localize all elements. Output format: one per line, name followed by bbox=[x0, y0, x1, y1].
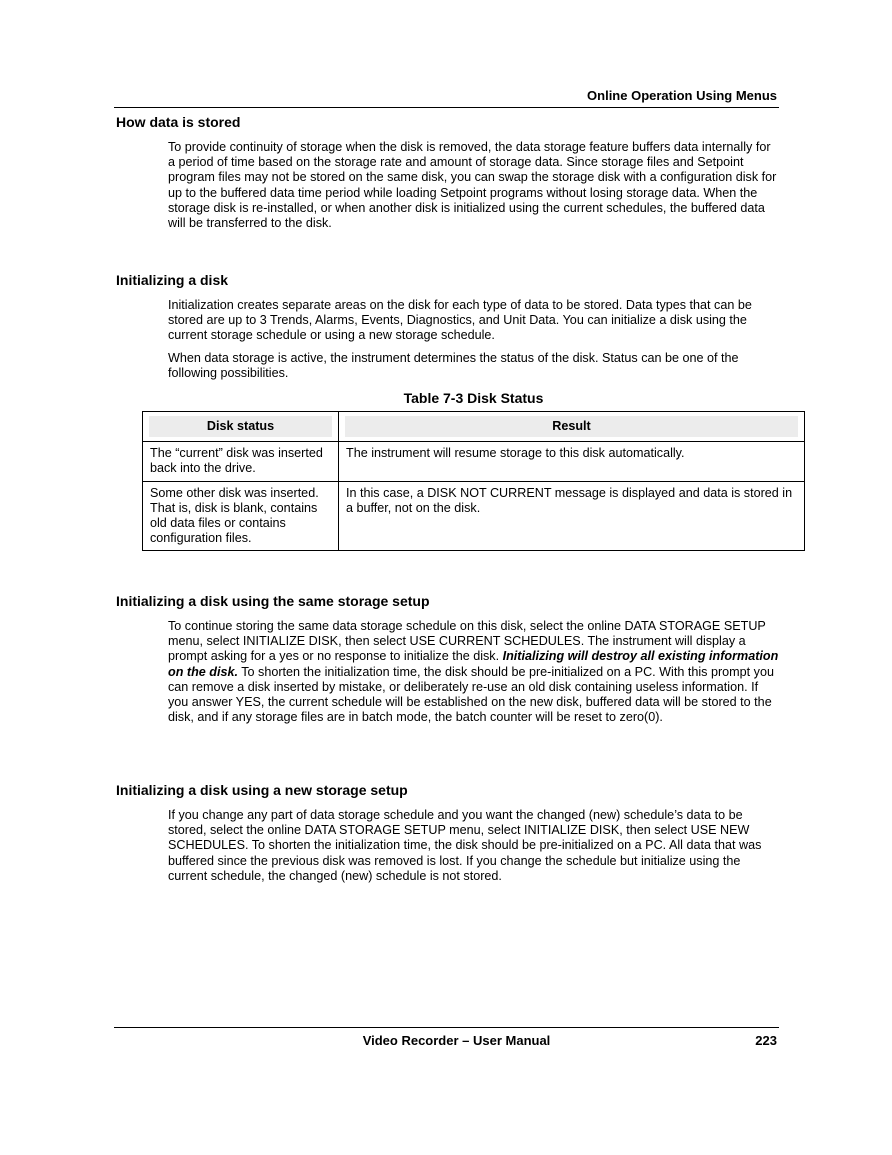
footer-rule bbox=[114, 1027, 779, 1028]
warning-text: Initializing will destroy all existing information on the disk. bbox=[168, 649, 779, 679]
page-number: 223 bbox=[755, 1033, 777, 1048]
heading-new-storage-setup: Initializing a disk using a new storage setup bbox=[116, 782, 408, 798]
table-row bbox=[143, 481, 805, 551]
paragraph-same-storage-setup: To continue storing the same data storage schedule on this disk, select the online DATA STORAGE SETUP menu, select INITIALIZE DISK, then select USE CURRENT SCHEDULES. The instrument will display a prompt asking for a yes or no response to initialize the disk. Initializing will destroy all existing information on the disk. To shorten the initialization time, the disk should be pre-initialized on a PC. With this prompt you can remove a disk inserted by mistake, or deliberately re-use an old disk containing useless information. If you answer YES, the current schedule will be established on the new disk, buffered data will be stored to the disk, and if any storage files are in batch mode, the batch counter will be reset to zero(0). bbox=[168, 619, 779, 725]
footer-title: Video Recorder – User Manual bbox=[362, 1033, 551, 1048]
table-cell: In this case, a DISK NOT CURRENT message is displayed and data is stored in a buffer, not on the disk. bbox=[339, 481, 805, 551]
heading-how-data-is-stored: How data is stored bbox=[116, 114, 241, 130]
heading-initializing-disk: Initializing a disk bbox=[116, 272, 229, 288]
column-header-disk-status: Disk status bbox=[143, 412, 339, 442]
table-row bbox=[143, 442, 805, 481]
table-cell: Some other disk was inserted. That is, disk is blank, contains old data files or contains configuration files. bbox=[143, 481, 339, 551]
heading-same-storage-setup: Initializing a disk using the same storage setup bbox=[116, 593, 430, 609]
table-caption: Table 7-3 Disk Status bbox=[403, 390, 544, 406]
paragraph-initialization: Initialization creates separate areas on the disk for each type of data to be stored. Data types that can be stored are up to 3 Trends, Alarms, Events, Diagnostics, and Unit Data. You can initialize a disk using the current storage schedule or using a new storage schedule. bbox=[168, 298, 752, 343]
paragraph-disk-status: When data storage is active, the instrument determines the status of the disk. Status can be one of the following possibilities. bbox=[168, 351, 739, 381]
header-rule bbox=[114, 107, 779, 108]
paragraph-data-storage: To provide continuity of storage when the disk is removed, the data storage feature buffers data internally for a period of time based on the storage rate and amount of storage data. Since storage files and Setpoint program files may not be stored on the same disk, you can swap the storage disk with a configuration disk for up to the buffered data time period while loading Setpoint programs without losing storage data. When the storage disk is re-installed, or when another disk is initialized using the current schedules, the buffered data will be transferred to the disk. bbox=[168, 140, 777, 231]
paragraph-new-storage-setup: If you change any part of data storage schedule and you want the changed (new) schedule’s data to be stored, select the online DATA STORAGE SETUP menu, select INITIALIZE DISK, then select USE NEW SCHEDULES. To shorten the initialization time, the disk should be pre-initialized on a PC. All data that was buffered since the previous disk was removed is lost. If you change the schedule but initialize using the current schedule, the changed (new) schedule is not stored. bbox=[168, 808, 762, 883]
table-cell: The “current” disk was inserted back into the drive. bbox=[143, 442, 339, 481]
table-header-row bbox=[143, 412, 805, 442]
disk-status-table bbox=[142, 411, 805, 551]
column-header-result: Result bbox=[339, 412, 805, 442]
running-header: Online Operation Using Menus bbox=[587, 88, 777, 103]
table-cell: The instrument will resume storage to this disk automatically. bbox=[339, 442, 805, 481]
